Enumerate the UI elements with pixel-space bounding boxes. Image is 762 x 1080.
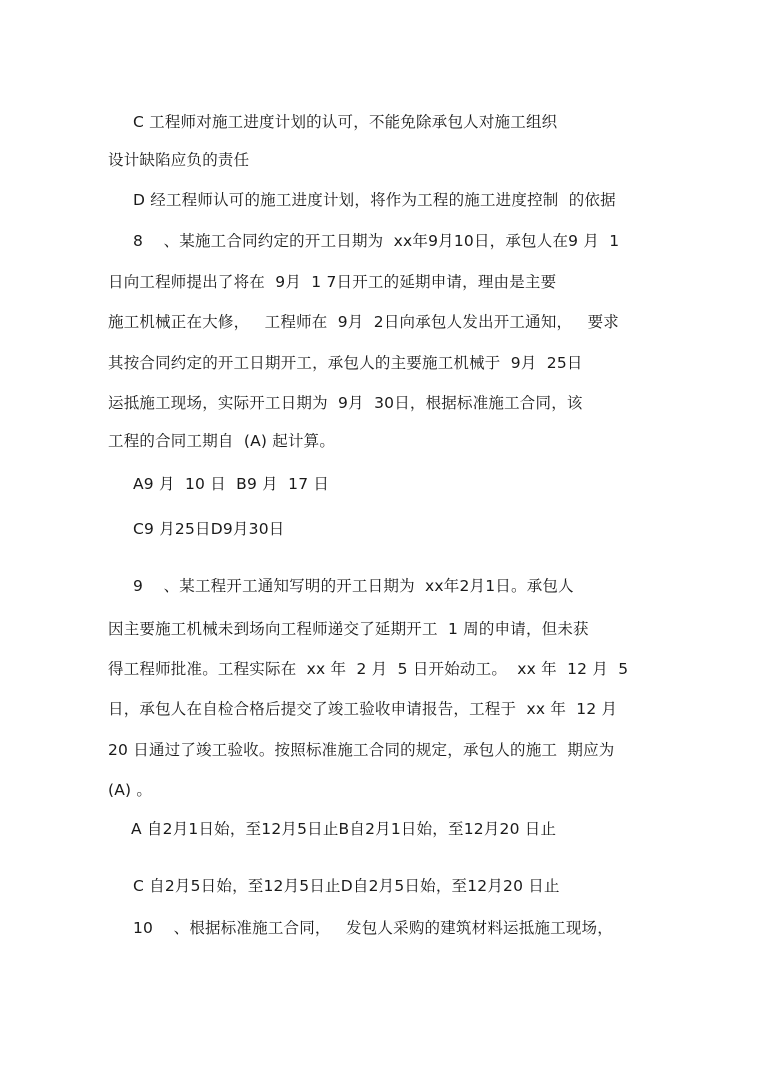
text-line-question-9-cont-3: 日，承包人在自检合格后提交了竣工验收申请报告，工程于 xx 年 12 月: [108, 700, 618, 718]
text-line-question-8-cont-5: 工程的合同工期自 (A) 起计算。: [108, 432, 336, 450]
text-line-q8-options-ab: A9 月 10 日 B9 月 17 日: [133, 475, 330, 493]
text-line-option-c-q7: C 工程师对施工进度计划的认可，不能免除承包人对施工组织: [133, 113, 558, 131]
text-line-question-8-cont-2: 施工机械正在大修， 工程师在 9月 2日向承包人发出开工通知， 要求: [108, 313, 619, 331]
text-line-question-9-cont-5: (A) 。: [108, 781, 153, 799]
text-line-question-8-cont-3: 其按合同约定的开工日期开工，承包人的主要施工机械于 9月 25日: [108, 354, 583, 372]
text-line-question-9-cont-4: 20 日通过了竣工验收。按照标准施工合同的规定，承包人的施工 期应为: [108, 741, 615, 759]
text-line-q9-options-ab: A 自2月1日始，至12月5日止B自2月1日始，至12月20 日止: [131, 820, 557, 838]
text-line-question-8-cont-1: 日向工程师提出了将在 9月 1 7日开工的延期申请，理由是主要: [108, 273, 557, 291]
text-line-question-9-cont-2: 得工程师批准。工程实际在 xx 年 2 月 5 日开始动工。 xx 年 12 月 5: [108, 660, 629, 678]
text-line-question-8-cont-4: 运抵施工现场，实际开工日期为 9月 30日，根据标准施工合同，该: [108, 394, 583, 412]
text-line-question-8: 8 、某施工合同约定的开工日期为 xx年9月10日，承包人在9 月 1: [133, 232, 620, 250]
text-line-question-9-cont-1: 因主要施工机械未到场向工程师递交了延期开工 1 周的申请，但未获: [108, 620, 589, 638]
text-line-option-c-q7-cont: 设计缺陷应负的责任: [108, 151, 250, 169]
text-line-q8-options-cd: C9 月25日D9月30日: [133, 520, 285, 538]
text-line-option-d-q7: D 经工程师认可的施工进度计划，将作为工程的施工进度控制 的依据: [133, 191, 616, 209]
text-line-question-10: 10 、根据标准施工合同， 发包人采购的建筑材料运抵施工现场，: [133, 919, 613, 937]
text-line-question-9: 9 、某工程开工通知写明的开工日期为 xx年2月1日。承包人: [133, 577, 574, 595]
text-line-q9-options-cd: C 自2月5日始，至12月5日止D自2月5日始，至12月20 日止: [133, 877, 560, 895]
